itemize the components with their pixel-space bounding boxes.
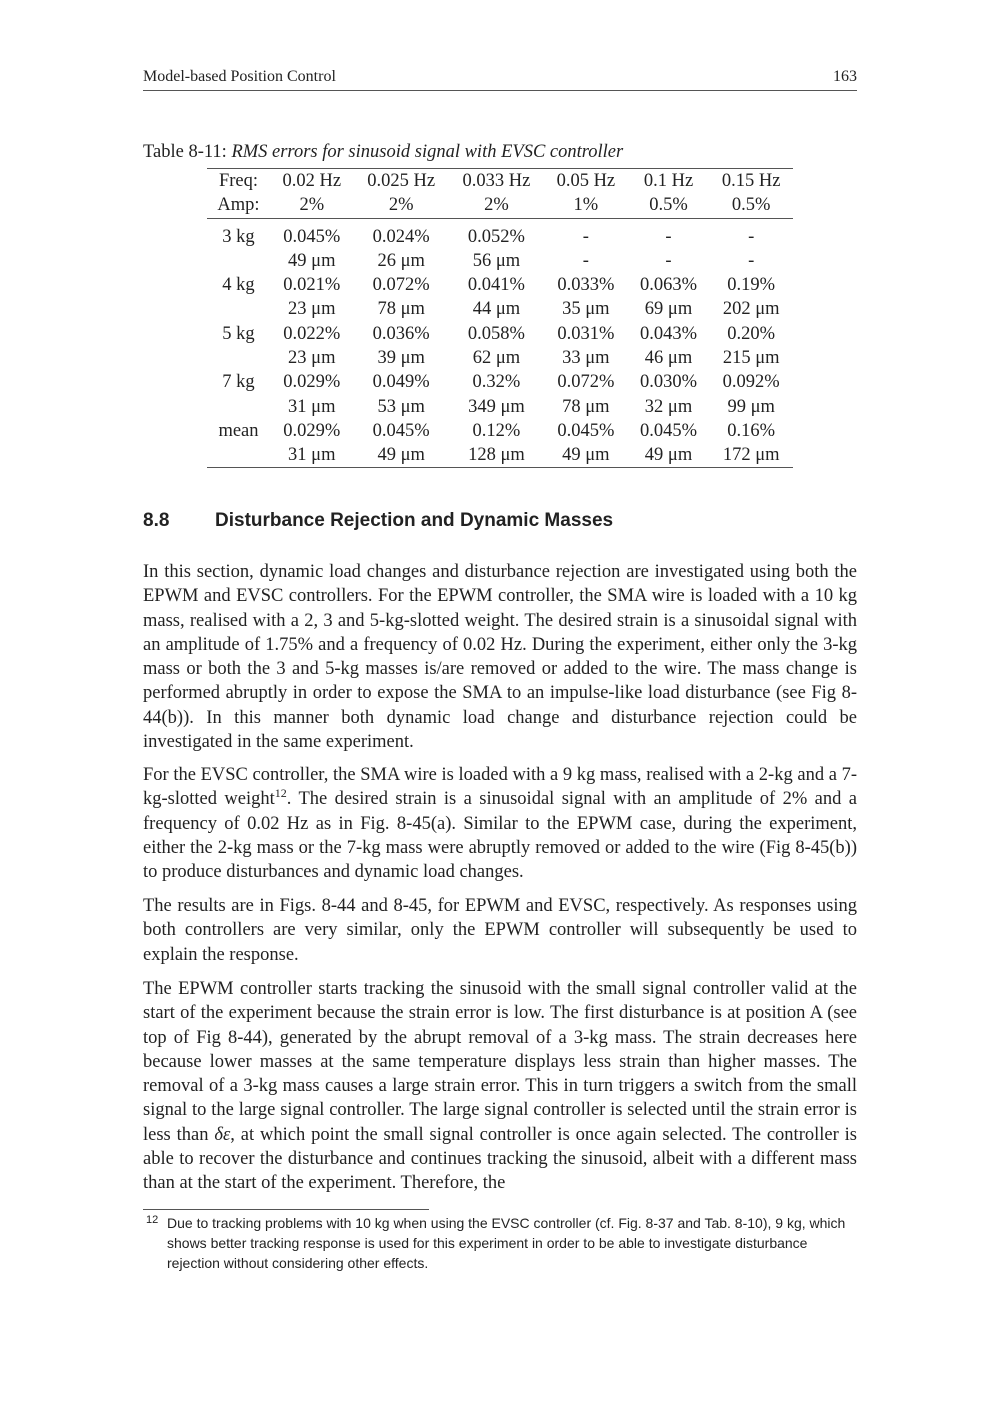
rms-percent-cell: 0.029%	[283, 420, 341, 441]
rms-percent-cell: 0.32%	[472, 372, 521, 393]
table-row	[207, 346, 793, 370]
rms-percent-cell: 0.20%	[727, 323, 776, 344]
rms-percent-cell: 0.058%	[467, 323, 525, 344]
freq-cell: 0.033 Hz	[449, 169, 544, 194]
row-label-blank	[207, 394, 270, 418]
table-row	[207, 321, 793, 345]
amp-cell: 1%	[544, 193, 628, 218]
row-label: 3 kg	[222, 226, 255, 247]
table-row	[207, 419, 793, 443]
footnote	[143, 1213, 857, 1273]
rms-percent-cell: 0.072%	[557, 372, 615, 393]
rms-percent-cell: 0.041%	[467, 275, 525, 296]
rms-percent-cell: 0.045%	[557, 420, 615, 441]
rms-percent-cell: 0.16%	[727, 420, 776, 441]
rms-micron-cell: 31 μm	[270, 443, 354, 468]
rms-micron-cell: 172 μm	[709, 443, 793, 468]
delta-epsilon-symbol: δε	[214, 1124, 231, 1145]
rms-micron-cell: 56 μm	[472, 250, 521, 271]
rms-micron-cell: 49 μm	[544, 443, 628, 468]
rms-percent-cell: 0.045%	[372, 420, 430, 441]
rms-percent-cell: 0.021%	[283, 275, 341, 296]
running-title: Model-based Position Control	[143, 68, 336, 85]
footnote-mark: 12	[146, 1214, 159, 1226]
rms-micron-cell: 39 μm	[377, 347, 425, 368]
amp-cell: 2%	[449, 193, 544, 218]
table-header-amp-row	[207, 193, 793, 218]
rms-percent-cell: 0.12%	[472, 420, 521, 441]
rms-percent-cell: 0.030%	[639, 372, 698, 393]
paragraph-2-text-a: For the EVSC controller, the SMA wire is loaded with a 9 kg mass, realised with a 2-kg and a 7-kg-slotted weight	[143, 765, 857, 810]
rms-percent-cell: 0.19%	[727, 275, 776, 296]
amp-cell: 0.5%	[628, 193, 710, 218]
rms-micron-cell: 23 μm	[288, 299, 336, 320]
paragraph-4-text-a: The EPWM controller starts tracking the sinusoid with the small signal controller valid at the start of the experiment because the strain error is low. The first disturbance is at position A (see top of Fig 8-44), generated by the abrupt removal of a 3-kg mass. The strain decreases here because lower masses at the same temperature displays less strain than higher masses. The removal of a 3-kg mass causes a large strain error. This in turn triggers a switch from the small signal to the large signal controller. The large signal controller is selected until the strain error is less than	[143, 979, 857, 1145]
rms-micron-cell: 49 μm	[354, 443, 449, 468]
rms-micron-cell: 62 μm	[472, 347, 521, 368]
rms-micron-cell: -	[582, 250, 589, 271]
section-number: 8.8	[143, 510, 170, 531]
freq-cell: 0.02 Hz	[270, 169, 354, 194]
rms-percent-cell: 0.033%	[557, 275, 615, 296]
rms-micron-cell: 31 μm	[288, 396, 336, 417]
table-caption	[143, 142, 623, 163]
freq-cell: 0.1 Hz	[628, 169, 710, 194]
rms-percent-cell: 0.092%	[722, 372, 780, 393]
freq-label: Freq:	[207, 169, 270, 194]
freq-cell: 0.025 Hz	[354, 169, 449, 194]
rms-micron-cell: 35 μm	[562, 299, 610, 320]
amp-cell: 0.5%	[709, 193, 793, 218]
running-header	[143, 66, 857, 91]
rms-percent-cell: 0.036%	[372, 323, 430, 344]
footnote-text: Due to tracking problems with 10 kg when using the EVSC controller (cf. Fig. 8-37 and Tab. 8-10), 9 kg, which shows better tracking response is used for this experiment in order to be able to investigate disturbance rejection without considering other effects.	[167, 1215, 846, 1271]
row-label-blank	[207, 443, 270, 468]
footnote-reference[interactable]: 12	[274, 786, 287, 801]
freq-cell: 0.05 Hz	[544, 169, 628, 194]
paragraph-2	[143, 763, 857, 884]
rms-micron-cell: 49 μm	[628, 443, 710, 468]
rms-micron-cell: -	[748, 250, 755, 271]
rms-percent-cell: -	[665, 226, 672, 247]
table-header-freq-row	[207, 169, 793, 194]
rms-percent-cell: 0.031%	[557, 323, 615, 344]
rms-percent-cell: 0.072%	[372, 275, 430, 296]
rms-percent-cell: -	[748, 226, 755, 247]
rms-percent-cell: 0.052%	[467, 226, 525, 247]
row-label-blank	[207, 297, 270, 321]
rms-percent-cell: 0.022%	[283, 323, 341, 344]
rms-micron-cell: 32 μm	[644, 396, 693, 417]
rms-percent-cell: 0.045%	[283, 226, 341, 247]
freq-cell: 0.15 Hz	[709, 169, 793, 194]
rms-percent-cell: 0.043%	[639, 323, 698, 344]
table-row	[207, 218, 793, 249]
rms-micron-cell: 23 μm	[288, 347, 336, 368]
rms-micron-cell: 69 μm	[644, 299, 693, 320]
rms-micron-cell: 44 μm	[472, 299, 521, 320]
table-row	[207, 370, 793, 394]
rms-micron-cell: 78 μm	[377, 299, 425, 320]
paragraph-4-text-b: , at which point the small signal controller is once again selected. The controller is able to recover the disturbance and continues tracking the sinusoid, albeit with a different mass than at the start of the experiment. Therefore, the	[143, 1124, 857, 1194]
rms-micron-cell: 33 μm	[562, 347, 610, 368]
rms-percent-cell: 0.045%	[639, 420, 698, 441]
amp-cell: 2%	[270, 193, 354, 218]
page-number: 163	[833, 68, 857, 85]
table-caption-text: RMS errors for sinusoid signal with EVSC controller	[231, 142, 624, 162]
row-label: 7 kg	[222, 372, 255, 393]
amp-label: Amp:	[207, 193, 270, 218]
rms-percent-cell: -	[582, 226, 589, 247]
rms-micron-cell: 128 μm	[449, 443, 544, 468]
row-label-blank	[207, 346, 270, 370]
table-row	[207, 273, 793, 297]
paragraph-1: In this section, dynamic load changes and disturbance rejection are investigated using both the EPWM and EVSC controllers. For the EPWM controller, the SMA wire is loaded with a 10 kg mass, realised with a 2, 3 and 5-kg-slotted weight. The desired strain is a sinusoidal signal with an amplitude of 1.75% and a frequency of 0.02 Hz. During the experiment, either only the 3-kg mass or both the 3 and 5-kg masses is/are removed or added to the wire. The mass change is performed abruptly in order to expose the SMA to an impulse-like load disturbance (see Fig 8-44(b)). In this manner both dynamic load change and disturbance rejection could be investigated in the same experiment.	[143, 562, 857, 753]
section-heading	[143, 510, 613, 532]
paragraph-3: The results are in Figs. 8-44 and 8-45, for EPWM and EVSC, respectively. As responses using both controllers are very similar, only the EPWM controller will subsequently be used to explain the response.	[143, 896, 857, 965]
rms-micron-cell: 78 μm	[562, 396, 610, 417]
table-row	[207, 394, 793, 418]
footnote-rule	[143, 1209, 429, 1210]
rms-micron-cell: 349 μm	[468, 396, 525, 417]
rms-percent-cell: 0.063%	[639, 275, 698, 296]
rms-micron-cell: -	[665, 250, 672, 271]
rms-percent-cell: 0.029%	[283, 372, 341, 393]
row-label: 4 kg	[222, 275, 255, 296]
rms-percent-cell: 0.024%	[372, 226, 430, 247]
section-title: Disturbance Rejection and Dynamic Masses	[215, 510, 614, 531]
table-row	[207, 249, 793, 273]
table-row	[207, 297, 793, 321]
rms-micron-cell: 49 μm	[288, 250, 336, 271]
paragraph-2-text-b: . The desired strain is a sinusoidal signal with an amplitude of 2% and a frequency of 0.02 Hz as in Fig. 8-45(a). Similar to the EPWM case, during the experiment, either the 2-kg mass or the 7-kg mass were abruptly removed or added to the wire (Fig 8-45(b)) to produce disturbances and dynamic load changes.	[143, 789, 857, 883]
rms-micron-cell: 53 μm	[377, 396, 425, 417]
table-row	[207, 443, 793, 468]
amp-cell: 2%	[354, 193, 449, 218]
row-label: 5 kg	[222, 323, 255, 344]
rms-error-table	[207, 168, 793, 468]
rms-micron-cell: 99 μm	[727, 396, 775, 417]
paragraph-4	[143, 977, 857, 1196]
table-caption-label: Table 8-11:	[143, 142, 227, 162]
rms-micron-cell: 26 μm	[377, 250, 425, 271]
rms-micron-cell: 202 μm	[722, 299, 780, 320]
rms-micron-cell: 46 μm	[644, 347, 693, 368]
row-label-blank	[207, 249, 270, 273]
rms-micron-cell: 215 μm	[722, 347, 780, 368]
row-label: mean	[218, 420, 259, 441]
rms-percent-cell: 0.049%	[372, 372, 430, 393]
